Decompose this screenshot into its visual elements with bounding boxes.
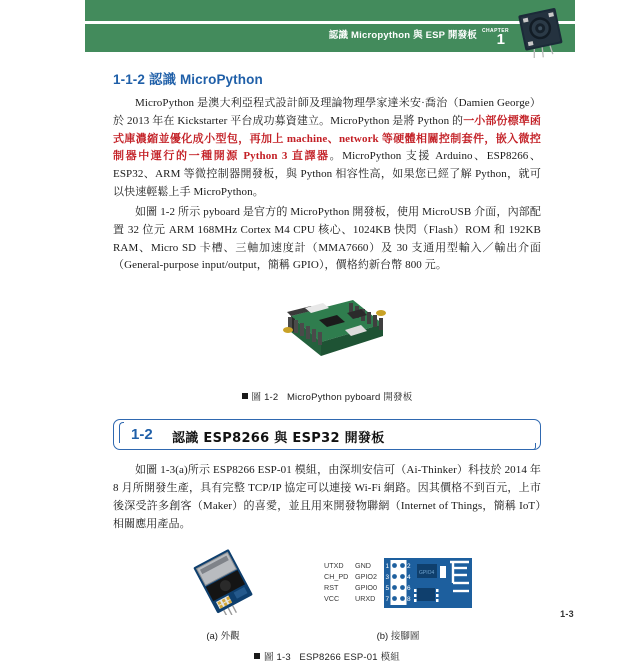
run-normal-2: 。MicroPython 支援 Arduino、ESP8266、ESP32、ARM 等微控制器開發板，與 Python 相容性高，如果您已經了解 Python，就可以快速輕鬆上手 MicroPython。 [113,150,541,199]
figure-1-3-a [180,547,266,642]
figure-1-3-a-label: (a) 外觀 [206,631,240,643]
heading-1-1-2-cjk: 認識 [148,72,177,88]
paragraph-esp8266-intro [113,462,541,533]
page-number: 1-3 [560,609,574,619]
pyboard-photo [261,286,393,378]
svg-text:6: 6 [407,585,411,593]
section-banner-1-2 [113,419,541,450]
esp01-pinout-diagram [322,553,474,615]
svg-text:RST: RST [324,583,339,593]
paragraph-micropython-intro [113,95,541,202]
figure-1-2-caption [113,389,541,403]
figure-1-3-b-label: (b) 接腳圖 [376,631,420,643]
figure-1-3-caption [113,649,541,663]
svg-text:GND: GND [355,561,371,571]
svg-text:3: 3 [385,574,390,582]
svg-text:GPIO4: GPIO4 [419,570,435,577]
svg-text:GPIO2: GPIO2 [355,572,377,582]
svg-text:7: 7 [385,596,390,604]
section-1-2-title: 認識 ESP8266 與 ESP32 開發板 [172,431,385,447]
svg-text:2: 2 [407,563,411,571]
chapter-number: 1 [496,31,505,48]
figure-1-2 [113,286,541,403]
figure-1-3-b [322,553,474,642]
heading-1-1-2-title-en: MicroPython [179,72,263,87]
svg-text:CH_PD: CH_PD [324,572,349,582]
running-header-title: 認識 Micropython 與 ESP 開發板 [328,30,477,41]
page-content [113,60,541,663]
header-band-top [85,0,575,21]
running-header [85,0,575,52]
heading-1-1-2-number: 1-1-2 [113,72,146,87]
svg-text:1: 1 [385,563,390,571]
figure-1-2-caption-number: 圖 1-2 [251,392,279,404]
figure-1-3-caption-number: 圖 1-3 [264,652,291,663]
section-1-2-number: 1-2 [131,426,153,444]
svg-text:5: 5 [385,585,390,593]
run-esp-text: 如圖 1-3(a)所示 ESP8266 ESP-01 模組，由深圳安信可（Ai-Thinker）科技於 2014 年 8 月所開發生產，具有完整 TCP/IP 協定可以連接 Wi-Fi 網路。因其價格不到百元，上市後深受許多創客（Maker）的喜愛，並且用來開發物聯網（Internet of Things，簡稱 IoT）相關應用產品。 [113,464,541,530]
svg-text:8: 8 [407,596,411,604]
figure-1-3-row [113,547,541,642]
caption-bullet-square-icon-2 [254,653,260,659]
paragraph-pyboard-spec [113,204,541,275]
svg-text:4: 4 [407,574,411,582]
figure-1-2-caption-text: MicroPython pyboard 開發板 [286,392,413,404]
run-highlight-1: 一小部份標準函式庫濃縮並優化成小型包，再加上 machine、network 等硬體相關控制套件，嵌入微控制器中運行的一種開源 Python 3 直譯器 [113,114,542,163]
heading-1-1-2 [113,68,541,88]
caption-bullet-square-icon [242,393,248,399]
figure-1-3-caption-text: ESP8266 ESP-01 模組 [299,652,400,663]
run-pyboard-text: 如圖 1-2 所示 pyboard 是官方的 MicroPython 開發板，使用 MicroUSB 介面，內部配置 32 位元 ARM 168MHz Cortex M4 CPU 核心、1024KB 快閃（Flash）ROM 和 192KB RAM、Micro SD 卡槽、三軸加速度計（MMA7660）及 30 支通用型輸入／輸出介面（General-purpose input/output，簡稱 GPIO），價格約新台幣 800 元。 [113,205,541,272]
svg-text:UTXD: UTXD [324,561,344,571]
svg-text:GPIO0: GPIO0 [355,583,377,593]
esp-sensor-module-icon [515,6,569,58]
svg-text:VCC: VCC [324,594,340,604]
svg-text:URXD: URXD [355,594,376,604]
chapter-label: CHAPTER [482,28,509,34]
run-normal-1: MicroPython 是澳大利亞程式設計師及理論物理學家達米安·喬治（Damien George）於 2013 年在 Kickstarter 平台成功募資建立。MicroPython 是將 Python 的 [113,97,541,127]
esp01-module-photo [180,547,266,615]
